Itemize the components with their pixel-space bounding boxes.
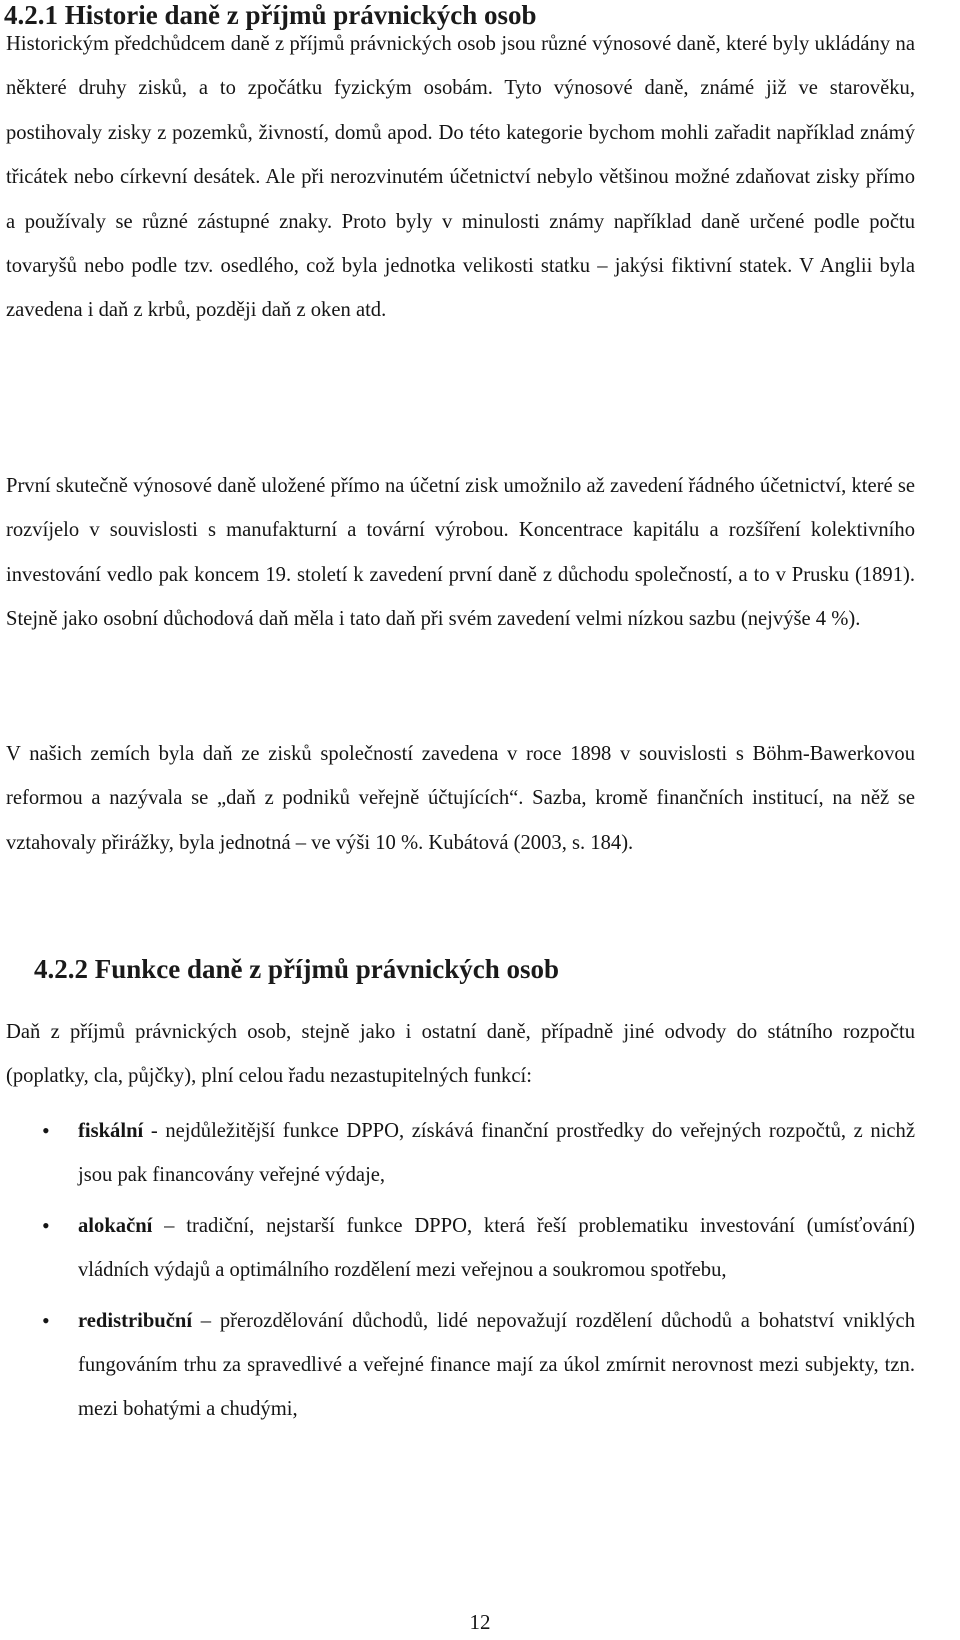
bullet-icon: • <box>42 1212 50 1238</box>
bullet-icon: • <box>42 1118 50 1143</box>
section-heading-functions: 4.2.2 Funkce daně z příjmů právnických osob <box>34 954 560 984</box>
section-heading-history: 4.2.1 Historie daně z příjmů právnických osob <box>4 0 537 30</box>
list-item-text: – tradiční, nejstarší funkce DPPO, která řeší problematiku investování (umísťování) vládních výdajů a optimálního rozdělení mezi veřejnou a soukromou spotřebu, <box>78 1214 915 1282</box>
list-item-allocation <box>0 1204 915 1293</box>
list-item-term: fiskální <box>78 1120 144 1142</box>
paragraph-history-2: První skutečně výnosové daně uložené přímo na účetní zisk umožnilo až zavedení řádného účetnictví, které se rozvíjelo v souvislosti s manufakturní a tovární výrobou. Koncentrace kapitálu a rozšíření kolektivního investování vedlo pak koncem 19. století k zavedení první daně z důchodu společností, a to v Prusku (1891). Stejně jako osobní důchodová daň měla i tato daň při svém zavedení velmi nízkou sazbu (nejvýše 4 %). <box>6 475 915 631</box>
functions-list <box>0 1109 915 1438</box>
bullet-icon: • <box>42 1307 50 1333</box>
list-item-fiscal <box>0 1109 915 1198</box>
list-item-text: - nejdůležitější funkce DPPO, získává finanční prostředky do veřejných rozpočtů, z nichž jsou pak financovány veřejné výdaje, <box>78 1120 915 1187</box>
paragraph-history-3: V našich zemích byla daň ze zisků společností zavedena v roce 1898 v souvislosti s Böhm-Bawerkovou reformou a nazývala se „daň z podniků veřejně účtujících“. Sazba, kromě finančních institucí, na něž se vztahovaly přirážky, byla jednotná – ve výši 10 %. Kubátová (2003, s. 184). <box>6 743 915 854</box>
list-item-term: alokační <box>78 1214 153 1237</box>
paragraph-functions-intro: Daň z příjmů právnických osob, stejně jako i ostatní daně, případně jiné odvody do státního rozpočtu (poplatky, cla, půjčky), plní celou řadu nezastupitelných funkcí: <box>6 1021 915 1088</box>
paragraph-history-1: Historickým předchůdcem daně z příjmů právnických osob jsou různé výnosové daně, které byly ukládány na některé druhy zisků, a to zpočátku fyzickým osobám. Tyto výnosové daně, známé již ve starověku, postihovaly zisky z pozemků, živností, domů apod. Do této kategorie bychom mohli zařadit například známý třicátek nebo církevní desátek. Ale při nerozvinutém účetnictví nebylo většinou možné zdaňovat zisky přímo a používaly se různé zástupné znaky. Proto byly v minulosti známy například daně určené podle počtu tovaryšů nebo podle tzv. osedlého, což byla jednotka velikosti statku – jakýsi fiktivní statek. V Anglii byla zavedena i daň z krbů, později daň z oken atd. <box>6 33 915 322</box>
page-number: 12 <box>469 1610 491 1634</box>
list-item-term: redistribuční <box>78 1309 193 1332</box>
list-item-redistribution <box>0 1299 915 1432</box>
list-item-text: – přerozdělování důchodů, lidé nepovažují rozdělení důchodů a bohatství vniklých fungováním trhu za spravedlivé a veřejné finance mají za úkol zmírnit nerovnost mezi subjekty, tzn. mezi bohatými a chudými, <box>78 1309 915 1421</box>
